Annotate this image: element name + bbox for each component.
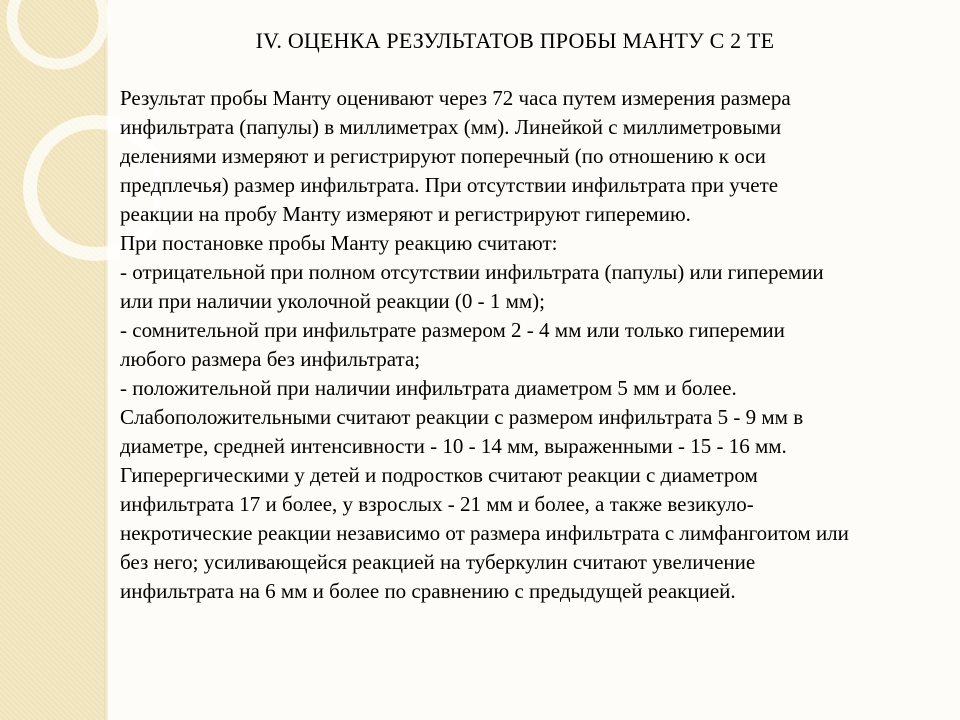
text-line: или при наличии уколочной реакции (0 - 1 мм); xyxy=(120,289,545,313)
text-line: диаметре, средней интенсивности - 10 - 14 мм, выраженными - 15 - 16 мм. xyxy=(120,434,787,458)
text-line: некротические реакции независимо от размера инфильтрата с лимфангоитом или xyxy=(120,521,849,545)
text-line: инфильтрата (папулы) в миллиметрах (мм). Линейкой с миллиметровыми xyxy=(120,115,782,139)
text-line: - сомнительной при инфильтрате размером 2 - 4 мм или только гиперемии xyxy=(120,318,785,342)
text-line: делениями измеряют и регистрируют поперечный (по отношению к оси xyxy=(120,144,766,168)
text-line: Слабоположительными считают реакции с размером инфильтрата 5 - 9 мм в xyxy=(120,405,804,429)
text-line: Результат пробы Манту оценивают через 72 часа путем измерения размера xyxy=(120,86,791,110)
text-line: Гиперергическими у детей и подростков считают реакции с диаметром xyxy=(120,463,758,487)
deco-circle-small xyxy=(12,0,104,64)
text-line: - положительной при наличии инфильтрата диаметром 5 мм и более. xyxy=(120,376,737,400)
text-line: инфильтрата 17 и более, у взрослых - 21 мм и более, а также везикуло- xyxy=(120,492,754,516)
text-line: предплечья) размер инфильтрата. При отсутствии инфильтрата при учете xyxy=(120,173,779,197)
slide-title: IV. ОЦЕНКА РЕЗУЛЬТАТОВ ПРОБЫ МАНТУ С 2 ТЕ xyxy=(255,28,775,53)
body-text xyxy=(120,84,950,606)
text-line: без него; усиливающейся реакцией на туберкулин считают увеличение xyxy=(120,550,756,574)
text-line: любого размера без инфильтрата; xyxy=(120,347,421,371)
text-line: При постановке пробы Манту реакцию считают: xyxy=(120,231,558,255)
text-line: - отрицательной при полном отсутствии инфильтрата (папулы) или гиперемии xyxy=(120,260,824,284)
text-line: реакции на пробу Манту измеряют и регистрируют гиперемию. xyxy=(120,202,691,226)
text-line: инфильтрата на 6 мм и более по сравнению с предыдущей реакцией. xyxy=(120,579,736,603)
